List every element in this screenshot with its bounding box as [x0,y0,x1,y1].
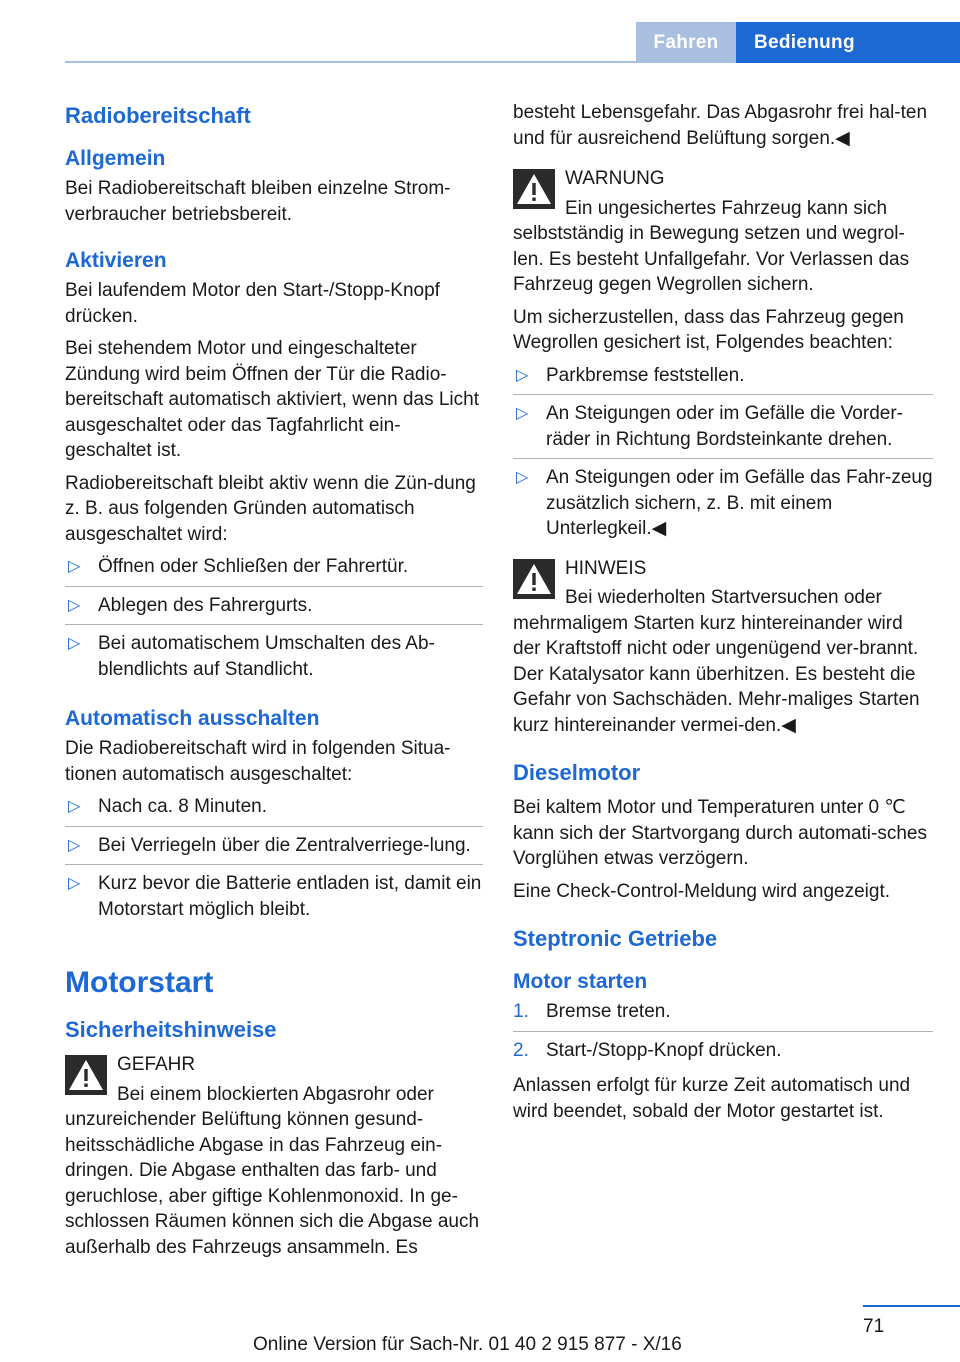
warnung-title: WARNUNG [565,168,665,189]
list-item: ▷ Bei automatischem Umschalten des Ab‐blendlichts auf Standlicht. [68,633,435,680]
footer-rule [863,1305,960,1307]
warning-triangle-icon [513,169,555,209]
anlassen-text: Anlassen erfolgt für kurze Zeit automatisch und wird beendet, sobald der Motor gestartet ist. [513,1075,911,1122]
heading-radiobereitschaft: Radiobereitschaft [65,103,251,128]
heading-steptronic-getriebe: Steptronic Getriebe [513,926,718,951]
heading-aktivieren: Aktivieren [65,249,167,272]
list-item: ▷ An Steigungen oder im Gefälle das Fahr‐zeug zusätzlich sichern, z. B. mit einem Unterlegkeil.◀ [516,467,933,539]
hinweis-warning [513,556,933,739]
list-item: ▷ An Steigungen oder im Gefälle die Vorder‐räder in Richtung Bordsteinkante drehen. [516,403,903,450]
bullet-triangle-icon: ▷ [516,366,529,384]
heading-motorstart: Motorstart [65,966,214,999]
list-item: ▷ Bei Verriegeln über die Zentralverriege‐lung. [65,833,483,859]
bullet-triangle-icon: ▷ [68,836,81,854]
aktivieren-list [65,554,483,682]
step-item: 2. Start-/Stopp-Knopf drücken. [513,1039,782,1061]
bullet-triangle-icon: ▷ [516,469,529,486]
warnung-text: Ein ungesichertes Fahrzeug kann sich selbstständig in Bewegung setzen und wegrol‐len. Es besteht Unfallgefahr. Vor Verlassen das Fahrzeug gegen Wegrollen sichern. [513,197,910,295]
allgemein-text: Bei Radiobereitschaft bleiben einzelne Strom‐verbraucher betriebsbereit. [65,178,451,225]
bullet-triangle-icon: ▷ [68,875,81,892]
bullet-triangle-icon: ▷ [68,635,81,652]
list-item: ▷ Nach ca. 8 Minuten. [65,794,483,820]
auto-list [65,794,483,922]
gefahr-title: GEFAHR [117,1054,196,1075]
heading-automatisch-ausschalten: Automatisch ausschalten [65,707,320,730]
aktivieren-paragraph-1: Bei laufendem Motor den Start-/Stopp-Knopf drücken. [65,280,440,327]
diesel-text: Bei kaltem Motor und Temperaturen unter 0 ℃ kann sich der Startvorgang durch automati‐sches Vorglühen etwas verzögern. [513,797,927,869]
bullet-triangle-icon: ▷ [68,596,81,614]
aktivieren-paragraph-3: Radiobereitschaft bleibt aktiv wenn die Zün‐dung z. B. aus folgenden Gründen automatisch ausgeschaltet wird: [65,472,476,545]
motor-starten-steps [513,999,933,1063]
left-column [65,100,483,1267]
online-version-text: Online Version für Sach-Nr. 01 40 2 915 877 - X/16 [253,1334,682,1355]
check-control-text: Eine Check-Control-Meldung wird angezeigt. [513,880,891,902]
heading-sicherheitshinweise: Sicherheitshinweise [65,1017,277,1042]
sichern-list [513,363,933,542]
hinweis-title: HINWEIS [565,557,647,579]
heading-allgemein: Allgemein [65,147,166,170]
tab-bedienung[interactable]: Bedienung [736,22,960,63]
auto-text: Die Radiobereitschaft wird in folgenden Situa‐tionen automatisch ausgeschaltet: [65,738,451,785]
right-column [513,100,933,1131]
gefahr-continued: besteht Lebensgefahr. Das Abgasrohr frei hal‐ten und für ausreichend Belüftung sorgen.◀ [513,102,928,149]
page-number: 71 [863,1316,885,1337]
list-item: ▷ Ablegen des Fahrergurts. [65,593,483,619]
step-item: 1. Bremse treten. [513,1001,671,1022]
warnung-warning [513,166,933,298]
list-item: ▷ Öffnen oder Schließen der Fahrertür. [65,554,483,580]
hinweis-text: Bei wiederholten Startversuchen oder mehrmaligem Starten kurz hintereinander wird der Kraftstoff nicht oder ungenügend ver‐brannt. Der Katalysator kann überhitzen. Es besteht die Gefahr von Sachschäden. Mehr‐maliges Starten kurz hintereinander vermei‐den.◀ [513,587,920,736]
bullet-triangle-icon: ▷ [68,558,81,575]
bullet-triangle-icon: ▷ [516,405,529,422]
tab-fahren[interactable]: Fahren [636,22,736,63]
warning-triangle-icon [65,1055,107,1095]
heading-dieselmotor: Dieselmotor [513,760,641,785]
sichern-text: Um sicherzustellen, dass das Fahrzeug gegen Wegrollen gesichert ist, Folgendes beachten: [513,306,904,353]
bullet-triangle-icon: ▷ [68,798,81,815]
heading-motor-starten: Motor starten [513,970,648,993]
gefahr-warning [65,1052,483,1260]
warning-triangle-icon [513,559,555,599]
list-item: ▷ Kurz bevor die Batterie entladen ist, damit ein Motorstart möglich bleibt. [68,873,482,920]
gefahr-text: Bei einem blockierten Abgasrohr oder unzureichender Belüftung können gesund‐heitsschädliche Abgase in das Fahrzeug ein‐dringen. Die Abgase enthalten das farb- und geruchlose, aber giftige Kohlenmonoxid. In ge‐schlossen Räumen können sich die Abgase auch außerhalb des Fahrzeugs ansammeln. Es [65,1083,480,1258]
aktivieren-paragraph-2: Bei stehendem Motor und eingeschalteter Zündung wird beim Öffnen der Tür die Radio‐bereitschaft automatisch aktiviert, wenn das Licht ausgeschaltet oder das Tagfahrlicht ein‐geschaltet ist. [65,338,479,461]
list-item: ▷ Parkbremse feststellen. [513,363,933,389]
